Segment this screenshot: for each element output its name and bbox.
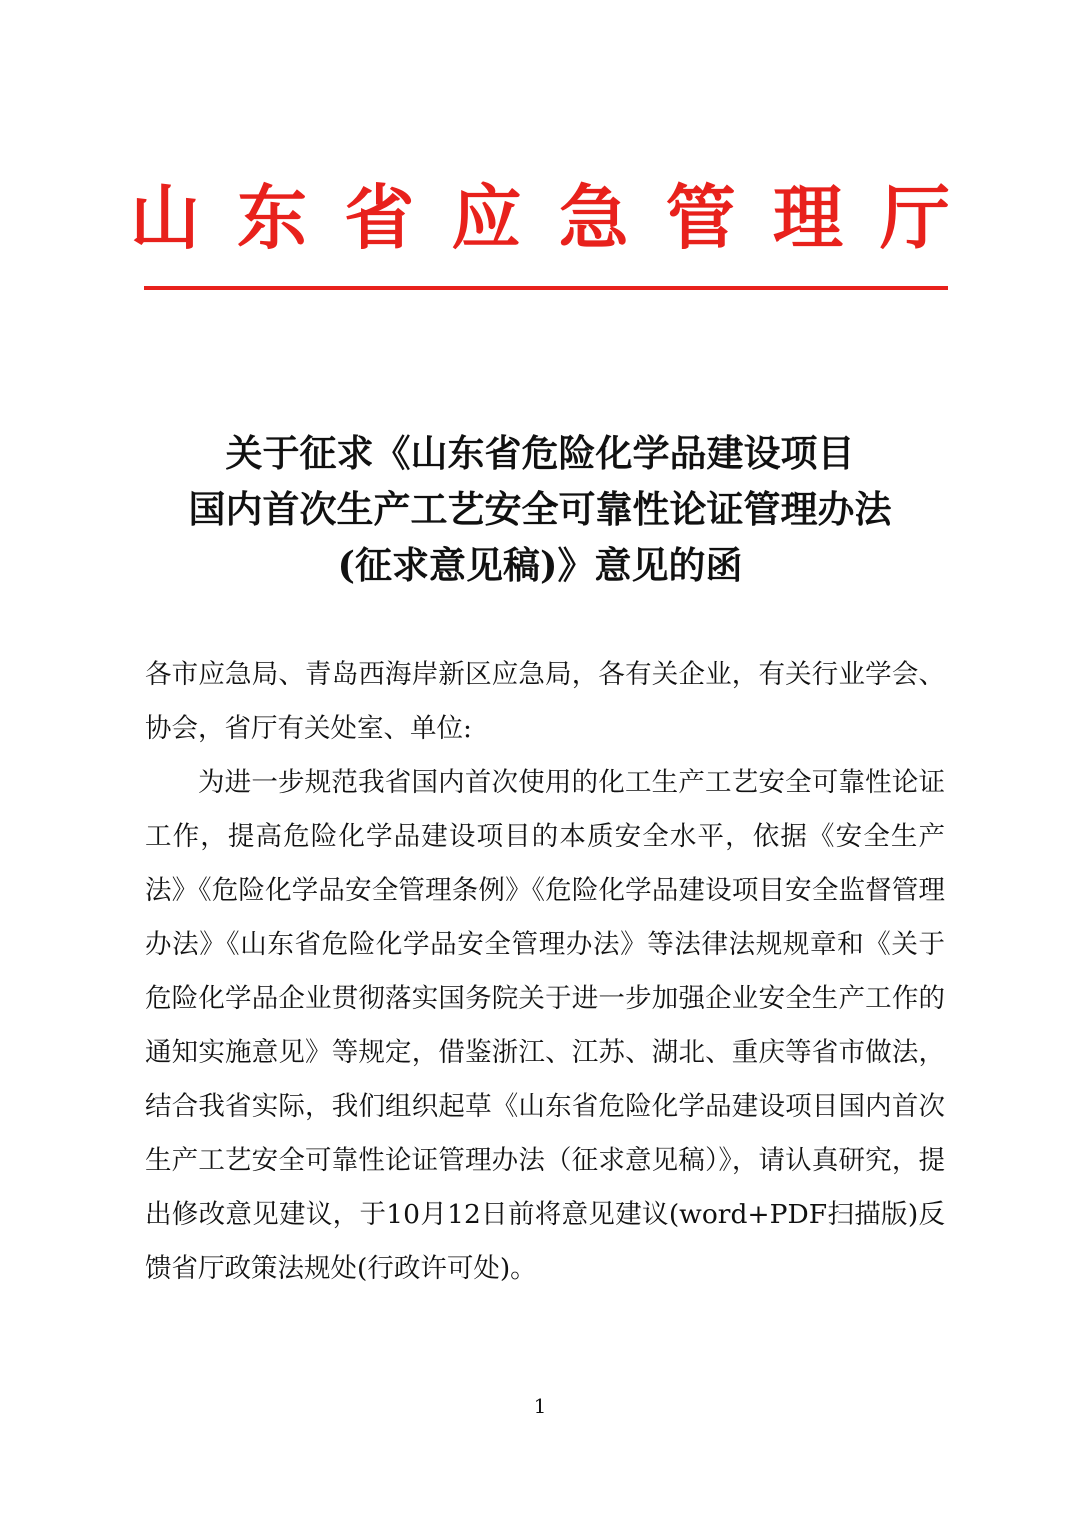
letterhead-char: 省 <box>344 176 415 259</box>
addressee-paragraph: 各市应急局、青岛西海岸新区应急局，各有关企业，有关行业学会、协会，省厅有关处室、单位: <box>145 659 945 744</box>
title-line-1: 关于征求《山东省危险化学品建设项目 <box>225 431 855 475</box>
letterhead-char: 理 <box>772 176 843 259</box>
document-title <box>100 425 980 593</box>
letterhead-char: 应 <box>451 176 522 259</box>
letterhead-red-rule <box>144 286 948 290</box>
letterhead-char: 管 <box>665 176 736 259</box>
title-line-3: (征求意见稿)》意见的函 <box>337 543 743 587</box>
letterhead-char: 厅 <box>879 176 950 259</box>
letterhead <box>130 178 950 258</box>
letterhead-char: 山 <box>130 176 200 259</box>
main-paragraph: 为进一步规范我省国内首次使用的化工生产工艺安全可靠性论证工作，提高危险化学品建设项目的本质安全水平，依据《安全生产法》《危险化学品安全管理条例》《危险化学品建设项目安全监督管理办法》《山东省危险化学品安全管理办法》等法律法规规章和《关于危险化学品企业贯彻落实国务院关于进一步加强企业安全生产工作的通知实施意见》等规定，借鉴浙江、江苏、湖北、重庆等省市做法，结合我省实际，我们组织起草《山东省危险化学品建设项目国内首次生产工艺安全可靠性论证管理办法（征求意见稿）》，请认真研究，提出修改意见建议，于10月12日前将意见建议(word+PDF扫描版)反馈省厅政策法规处(行政许可处)。 <box>145 767 945 1284</box>
document-body <box>145 648 945 1296</box>
title-line-2: 国内首次生产工艺安全可靠性论证管理办法 <box>188 487 892 531</box>
letterhead-char: 东 <box>237 176 308 259</box>
page-number: 1 <box>533 1394 547 1418</box>
letterhead-char: 急 <box>558 176 629 259</box>
